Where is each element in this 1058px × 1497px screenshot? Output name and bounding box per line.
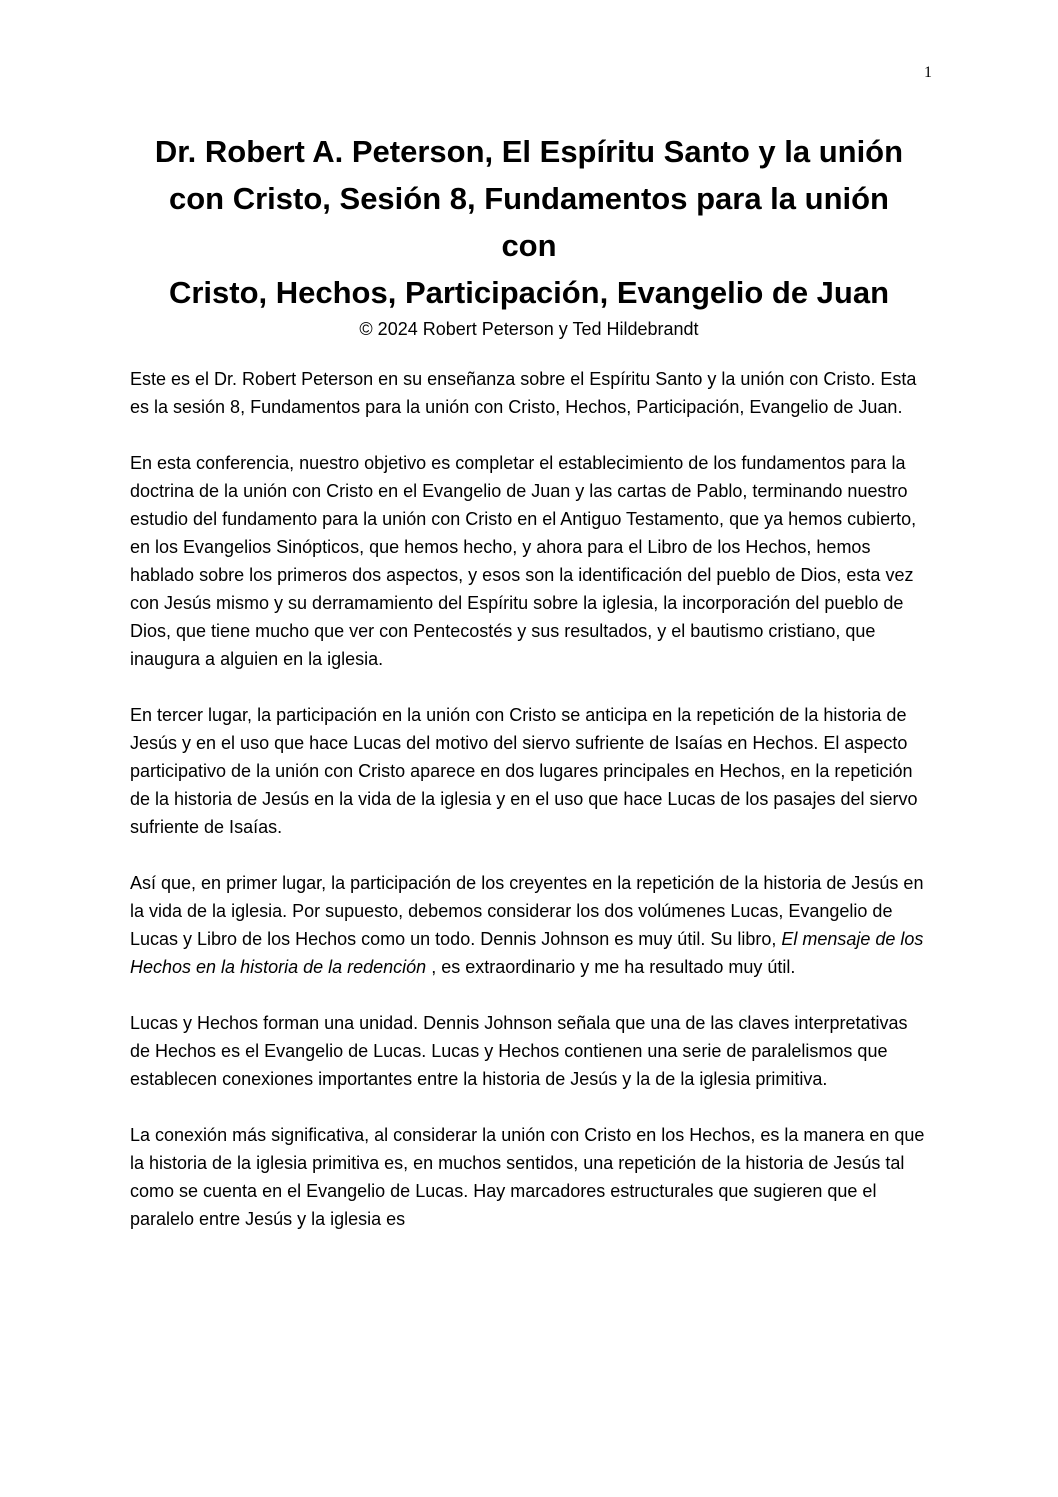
copyright-line: © 2024 Robert Peterson y Ted Hildebrandt — [359, 319, 699, 339]
title-block — [100, 128, 958, 342]
paragraph-4-text-end: , es extraordinario y me ha resultado muy útil. — [426, 957, 796, 977]
title-line-1: Dr. Robert A. Peterson, El Espíritu Santo y la unión — [154, 134, 904, 169]
paragraph-2: En esta conferencia, nuestro objetivo es completar el establecimiento de los fundamentos para la doctrina de la unión con Cristo en el Evangelio de Juan y las cartas de Pablo, terminando nuestro estudio del fundamento para la unión con Cristo en el Antiguo Testamento, que ya hemos cubierto, en los Evangelios Sinópticos, que hemos hecho, y ahora para el Libro de los Hechos, hemos hablado sobre los primeros dos aspectos, y esos son la identificación del pueblo de Dios, esta vez con Jesús mismo y su derramamiento del Espíritu sobre la iglesia, la incorporación del pueblo de Dios, que tiene mucho que ver con Pentecostés y sus resultados, y el bautismo cristiano, que inaugura a alguien en la iglesia. — [130, 453, 917, 669]
page-number: 1 — [924, 64, 932, 81]
document-body — [130, 365, 930, 1261]
book-title: El mensaje de los Hechos en la historia de la redención — [130, 929, 924, 977]
title-line-3: con — [501, 228, 557, 263]
paragraph-5: Lucas y Hechos forman una unidad. Dennis Johnson señala que una de las claves interpretativas de Hechos es el Evangelio de Lucas. Lucas y Hechos contienen una serie de paralelismos que establecen conexiones importantes entre la historia de Jesús y la de la iglesia primitiva. — [130, 1013, 908, 1089]
paragraph-4 — [130, 869, 930, 981]
title-line-4: Cristo, Hechos, Participación, Evangelio de Juan — [168, 275, 890, 310]
document-title — [100, 128, 958, 316]
paragraph-1: Este es el Dr. Robert Peterson en su enseñanza sobre el Espíritu Santo y la unión con Cristo. Esta es la sesión 8, Fundamentos para la unión con Cristo, Hechos, Participación, Evangelio de Juan. — [130, 369, 917, 417]
paragraph-3: En tercer lugar, la participación en la unión con Cristo se anticipa en la repetición de la historia de Jesús y en el uso que hace Lucas del motivo del siervo sufriente de Isaías en Hechos. El aspecto participativo de la unión con Cristo aparece en dos lugares principales en Hechos, en la repetición de la historia de Jesús en la vida de la iglesia y en el uso que hace Lucas de los pasajes del siervo sufriente de Isaías. — [130, 705, 918, 837]
title-line-2: con Cristo, Sesión 8, Fundamentos para la unión — [169, 181, 889, 216]
paragraph-4-text-start: Así que, en primer lugar, la participación de los creyentes en la repetición de la historia de Jesús en la vida de la iglesia. Por supuesto, debemos considerar los dos volúmenes Lucas, Evangelio de Lucas y Libro de los Hechos como un todo. Dennis Johnson es muy útil. Su libro, — [130, 873, 924, 949]
paragraph-6: La conexión más significativa, al considerar la unión con Cristo en los Hechos, es la manera en que la historia de la iglesia primitiva es, en muchos sentidos, una repetición de la historia de Jesús tal como se cuenta en el Evangelio de Lucas. Hay marcadores estructurales que sugieren que el paralelo entre Jesús y la iglesia es — [130, 1125, 925, 1229]
